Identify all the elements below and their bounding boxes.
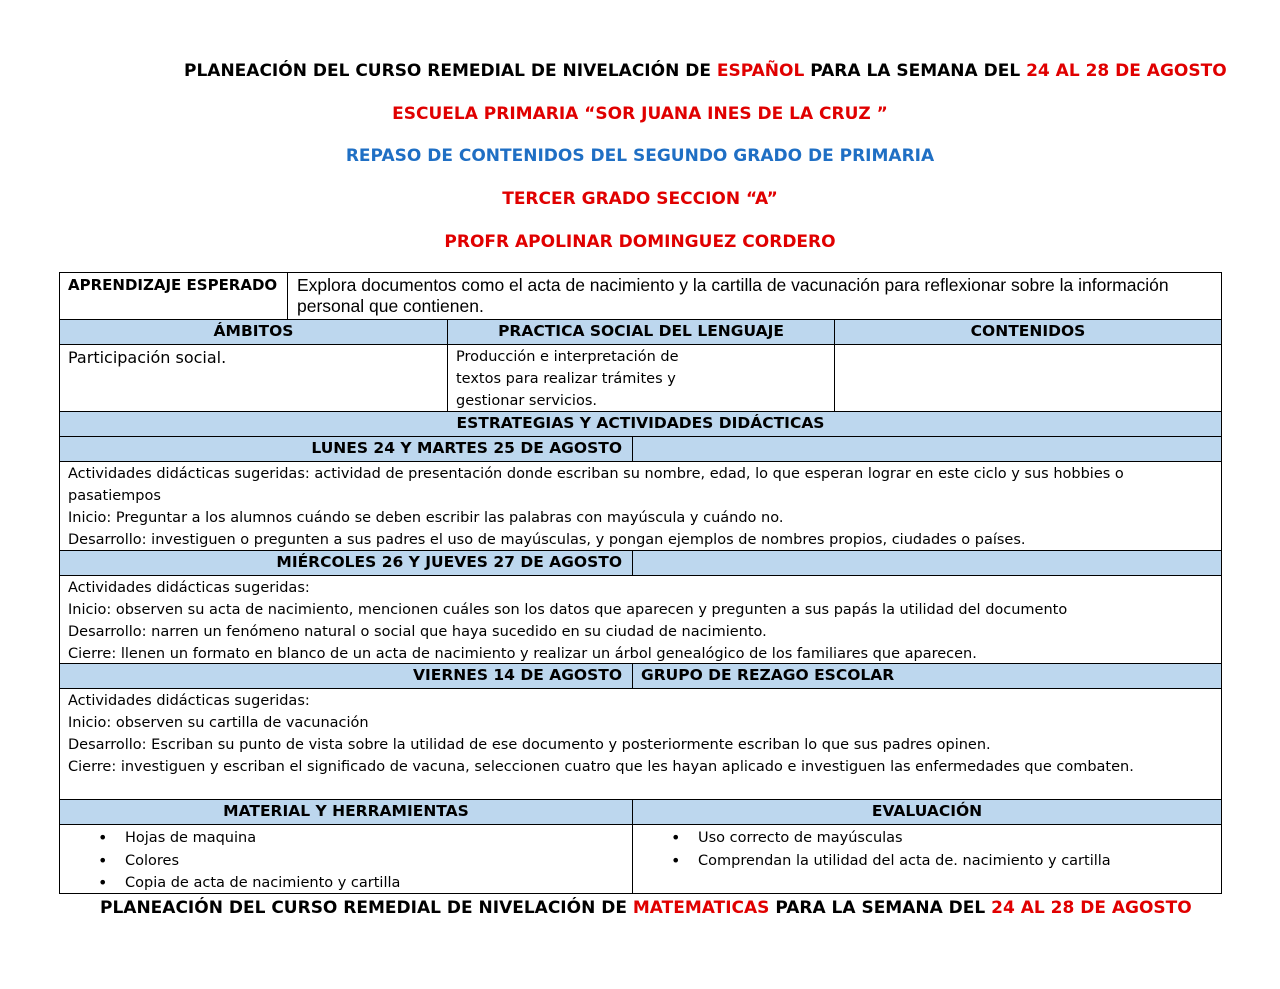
list-item: • Colores	[60, 850, 632, 873]
activity-line: Actividades didácticas sugeridas:	[68, 693, 310, 709]
title-mid: PARA LA SEMANA DEL	[804, 61, 1027, 81]
activity-line: Inicio: observen su cartilla de vacunación	[68, 715, 369, 731]
ambito-value-text: Participación social.	[68, 348, 227, 367]
review-subtitle: REPASO DE CONTENIDOS DEL SEGUNDO GRADO DE PRIMARIA	[345, 146, 935, 166]
strategies-header: ESTRATEGIAS Y ACTIVIDADES DIDÁCTICAS	[59, 411, 1222, 437]
title-subject: ESPAÑOL	[716, 61, 805, 81]
col-contenidos: CONTENIDOS	[834, 319, 1222, 345]
materials-list	[60, 825, 632, 894]
day1-label: LUNES 24 Y MARTES 25 DE AGOSTO	[59, 436, 633, 462]
activity-line: Inicio: observen su acta de nacimiento, mencionen cuáles son los datos que aparecen y pregunten a sus papás la utilidad del documento	[68, 602, 1068, 618]
footer-prefix: PLANEACIÓN DEL CURSO REMEDIAL DE NIVELACIÓN DE	[100, 898, 633, 918]
practica-value	[447, 344, 835, 412]
title-dates: 24 AL 28 DE AGOSTO	[1026, 61, 1227, 81]
list-item: • Comprendan la utilidad del acta de. nacimiento y cartilla	[633, 850, 1221, 873]
activity-line: Desarrollo: Escriban su punto de vista sobre la utilidad de ese documento y posteriormente escriban lo que sus padres opinen.	[68, 737, 991, 753]
day2-empty	[632, 550, 1222, 576]
title-prefix: PLANEACIÓN DEL CURSO REMEDIAL DE NIVELACIÓN DE	[184, 61, 717, 81]
activity-line: Actividades didácticas sugeridas: actividad de presentación donde escriban su nombre, edad, lo que esperan lograr en este ciclo y sus hobbies o pasatiempos	[68, 466, 1124, 504]
evaluations-list	[633, 825, 1221, 872]
teacher-name: PROFR APOLINAR DOMINGUEZ CORDERO	[444, 232, 836, 252]
grade-section: TERCER GRADO SECCION “A”	[502, 189, 778, 209]
expected-learning-text: Explora documentos como el acta de nacimiento y la cartilla de vacunación para reflexionar sobre la información personal que contienen.	[287, 272, 1222, 320]
evaluations-list-cell	[632, 824, 1222, 894]
ambito-value	[59, 344, 448, 412]
activity-line: Cierre: llenen un formato en blanco de un acta de nacimiento y realizar un árbol genealógico de los familiares que aparecen.	[68, 646, 977, 662]
doc-title	[56, 61, 1280, 81]
activity-line: Desarrollo: narren un fenómeno natural o social que haya sucedido en su ciudad de nacimiento.	[68, 624, 767, 640]
day1-activities	[59, 461, 1222, 551]
materials-list-cell	[59, 824, 633, 894]
list-item: • Uso correcto de mayúsculas	[633, 827, 1221, 850]
activity-line: Actividades didácticas sugeridas:	[68, 580, 310, 596]
activity-line: Desarrollo: investiguen o pregunten a sus padres el uso de mayúsculas, y pongan ejemplos de nombres propios, ciudades o países.	[68, 532, 1026, 548]
col-ambitos: ÁMBITOS	[59, 319, 448, 345]
expected-learning-label: APRENDIZAJE ESPERADO	[59, 272, 288, 320]
day3-activities	[59, 688, 1222, 800]
practica-value-text: Producción e interpretación de textos para realizar trámites y gestionar servicios.	[456, 349, 679, 409]
list-item: • Copia de acta de nacimiento y cartilla	[60, 872, 632, 894]
footer-subject: MATEMATICAS	[632, 898, 770, 918]
footer-dates: 24 AL 28 DE AGOSTO	[991, 898, 1192, 918]
activity-line: Inicio: Preguntar a los alumnos cuándo se deben escribir las palabras con mayúscula y cuándo no.	[68, 510, 784, 526]
evaluacion-header: EVALUACIÓN	[632, 799, 1222, 825]
activity-line: Cierre: investiguen y escriban el significado de vacuna, seleccionen cuatro que les hayan aplicado e investiguen las enfermedades que combaten.	[68, 759, 1134, 775]
day2-activities	[59, 575, 1222, 664]
contenidos-value	[834, 344, 1222, 412]
col-practica: PRACTICA SOCIAL DEL LENGUAJE	[447, 319, 835, 345]
day2-label: MIÉRCOLES 26 Y JUEVES 27 DE AGOSTO	[59, 550, 633, 576]
list-item: • Hojas de maquina	[60, 827, 632, 850]
day1-empty	[632, 436, 1222, 462]
school-name: ESCUELA PRIMARIA “SOR JUANA INES DE LA CRUZ ”	[392, 104, 888, 124]
day3-group: GRUPO DE REZAGO ESCOLAR	[632, 663, 1222, 689]
material-header: MATERIAL Y HERRAMIENTAS	[59, 799, 633, 825]
footer-mid: PARA LA SEMANA DEL	[769, 898, 992, 918]
footer-title	[0, 898, 1280, 918]
day3-label: VIERNES 14 DE AGOSTO	[59, 663, 633, 689]
